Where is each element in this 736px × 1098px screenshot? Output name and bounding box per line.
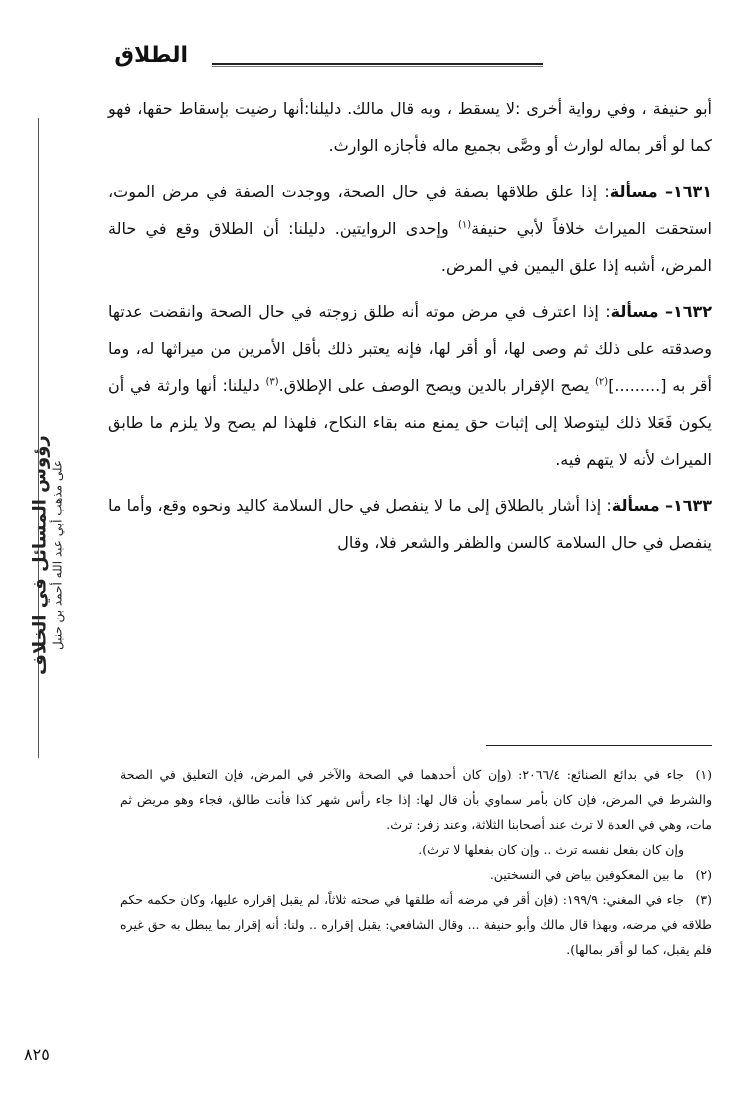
- intro-paragraph: أبو حنيفة ، وفي رواية أخرى :لا يسقط ، وبه قال مالك. دليلنا:أنها رضيت بإسقاط حقها، فهو كما لو أقر بماله لوارث أو وصَّى بجميع ماله فأجازه الوارث.: [108, 99, 712, 155]
- masala-text: : إذا اعترف في مرض موته أنه طلق زوجته في حال الصحة وانقضت عدتها وصدقته على ذلك ثم وصى لها، أو أقر لها، فإنه يعتبر ذلك بأقل الأمرين من ميراثها له، وما أقر به [.........]: [108, 302, 712, 395]
- footnote-2: [120, 862, 712, 887]
- page-number: ٨٢٥: [24, 1045, 50, 1064]
- book-title: رؤوس المسائل في الخلاف: [29, 435, 51, 675]
- masala-text: وإحدى الروايتين. دليلنا: أن الطلاق وقع في حالة المرض، أشبه إذا علق اليمين في المرض.: [108, 219, 712, 275]
- footnote-3: [120, 887, 712, 962]
- masala-1631: ١٦٣١– مسألة: إذا علق طلاقها بصفة في حال الصحة، ووجدت الصفة في مرض الموت، استحقت الميراث خلافاً لأبي حنيفة$^{(١)}$ وإحدى الروايتين. دليلنا: أن الطلاق وقع في حالة المرض، أشبه إذا علق اليمين في المرض.: [108, 182, 712, 275]
- masala-1633: ١٦٣٣– مسألة: إذا أشار بالطلاق إلى ما لا ينفصل في حال السلامة كاليد ونحوه وقع، وأما ما ينفصل في حال السلامة كالسن والظفر والشعر فلا، وقال: [108, 496, 712, 552]
- masala-number: ١٦٣٢: [672, 302, 712, 321]
- footnote-number: (٢): [695, 867, 712, 882]
- footnote-1: [120, 762, 712, 837]
- header-rule: [212, 63, 543, 67]
- footnote-text: جاء في بدائع الصنائع: ٢٠٦٦/٤: (وإن كان أحدهما في الصحة والآخر في المرض، فإن التعليق في الصحة والشرط في المرض، فإن كان بأمر سماوي بأن قال لها: إذا جاء رأس شهر كذا فأنت طالق، فجاء وهو مريض ثم مات، وهي في العدة لا ترث عند أصحابنا الثلاثة، وعند زفر: ترث.: [120, 767, 712, 832]
- footnotes: [120, 762, 712, 962]
- masala-text: : إذا أشار بالطلاق إلى ما لا ينفصل في حال السلامة كاليد ونحوه وقع، وأما ما ينفصل في حال السلامة كالسن والظفر والشعر فلا، وقال: [108, 496, 712, 552]
- main-text: [108, 90, 712, 561]
- masala-label: مسألة: [611, 496, 660, 515]
- masala-text: يصح الإقرار بالدين ويصح الوصف على الإطلاق.: [278, 376, 590, 395]
- masala-1632: ١٦٣٢– مسألة: إذا اعترف في مرض موته أنه طلق زوجته في حال الصحة وانقضت عدتها وصدقته على ذلك ثم وصى لها، أو أقر لها، فإنه يعتبر ذلك بأقل الأمرين من ميراثها له، وما أقر به [.........]$^{(٢)}$ يصح الإقرار بالدين ويصح الوصف على الإطلاق.$^{(٣)}$ دليلنا: أنها وارثة في أن يكون فَعَلا ذلك ليتوصلا إلى إثبات حق يمنع منه بقاء النكاح، فلهذا لم يصح ولا يلزم ما طابق الميراث لأنه لا يتهم فيه.: [108, 302, 712, 469]
- book-side-title: [12, 385, 82, 725]
- footnote-text: جاء في المغني: ١٩٩/٩: (فإن أقر في مرضه أنه طلقها في صحته ثلاثاً، لم يقبل إقراره عليها، وكان حكمه حكم طلاقه في مرضه، وبهذا قال مالك وأبو حنيفة ... وقال الشافعي: يقبل إقراره .. ولنا: أنه إقرار بما يبطل به حق غيره فلم يقبل، كما لو أقر بمالها).: [120, 892, 712, 957]
- footnote-text: ما بين المعكوفين بياض في النسختين.: [489, 867, 684, 882]
- masala-label: مسألة: [609, 182, 658, 201]
- footnote-number: (١): [695, 767, 712, 782]
- book-subtitle: على مذهب أبي عبد الله أحمد بن حنبل: [50, 459, 65, 651]
- footnote-ref[interactable]: (٣): [265, 376, 279, 388]
- masala-text: دليلنا: أنها وارثة في أن يكون فَعَلا ذلك ليتوصلا إلى إثبات حق يمنع منه بقاء النكاح، فلهذا لم يصح ولا يلزم ما طابق الميراث لأنه لا يتهم فيه.: [108, 376, 712, 469]
- masala-label: مسألة: [610, 302, 659, 321]
- footnote-number: (٣): [695, 892, 712, 907]
- chapter-title: الطلاق: [114, 43, 188, 68]
- masala-text: : إذا علق طلاقها بصفة في حال الصحة، ووجدت الصفة في مرض الموت، استحقت الميراث خلافاً لأبي حنيفة: [108, 182, 712, 238]
- footnote-1-continued: وإن كان بفعل نفسه ترث .. وإن كان بفعلها لا ترث).: [418, 842, 684, 857]
- masala-number: ١٦٣٣: [672, 496, 712, 515]
- footnote-divider: [486, 745, 712, 746]
- masala-number: ١٦٣١: [672, 182, 712, 201]
- footnote-ref[interactable]: (٢): [595, 376, 609, 388]
- footnote-ref[interactable]: (١): [457, 219, 472, 231]
